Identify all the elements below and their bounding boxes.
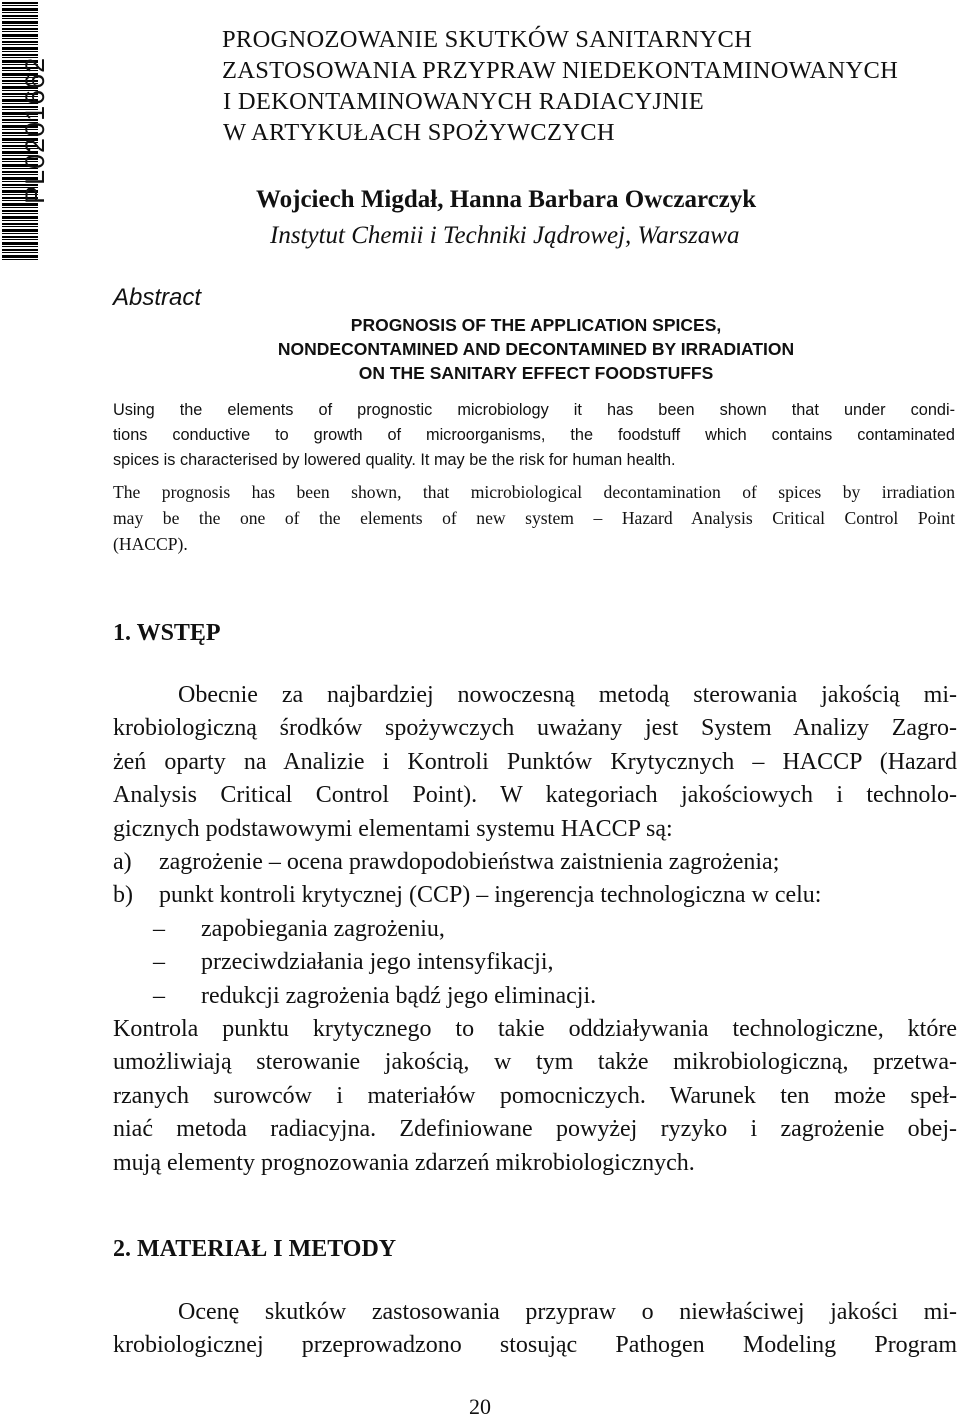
body-line: żeń oparty na Analizie i Kontroli Punktów Krytycznych – HACCP (Hazard <box>113 748 957 775</box>
list-marker: – <box>153 915 165 942</box>
abstract-label: Abstract <box>113 284 202 311</box>
abstract-title <box>180 313 892 385</box>
list-item-text: zagrożenie – ocena prawdopodobieństwa zaistnienia zagrożenia; <box>159 849 780 875</box>
list-marker: – <box>153 949 165 976</box>
list-item-text: przeciwdziałania jego intensyfikacji, <box>201 949 554 976</box>
title-line: W ARTYKUŁACH SPOŻYWCZYCH <box>223 119 615 146</box>
abstract-line: spices is characterised by lowered quality. It may be the risk for human health. <box>113 451 676 469</box>
list-marker: – <box>153 982 165 1009</box>
paper-title <box>222 24 898 148</box>
body-line: krobiologicznej przeprowadzono stosując Pathogen Modeling Program <box>113 1332 957 1359</box>
body-line: Ocenę skutków zastosowania przypraw o niewłaściwej jakości mi- <box>178 1299 957 1325</box>
body-line: Analysis Critical Control Point). W kategoriach jakościowych i technolo- <box>113 782 957 809</box>
body-line: umożliwiają sterowanie jakością, w tym także mikrobiologiczną, przetwa- <box>113 1049 957 1076</box>
page-number: 20 <box>469 1394 491 1419</box>
abstract-line: tions conductive to growth of microorganisms, the foodstuff which contains contaminated <box>113 426 955 444</box>
abstract-line: may be the one of the elements of new system – Hazard Analysis Critical Control Point <box>113 508 955 528</box>
authors: Wojciech Migdał, Hanna Barbara Owczarczyk <box>256 186 757 213</box>
methods-paragraph <box>113 1296 957 1363</box>
list-item-text: zapobiegania zagrożeniu, <box>201 915 445 942</box>
intro-paragraph-2 <box>113 1013 957 1180</box>
abstract-line: (HACCP). <box>113 534 188 554</box>
abstract-paragraph-1 <box>113 398 955 473</box>
list-item <box>113 879 953 912</box>
body-line: rzanych surowców i materiałów pomocniczych. Warunek ten może speł- <box>113 1082 957 1109</box>
list-marker: a) <box>113 849 132 875</box>
intro-paragraph <box>113 679 957 846</box>
list-item-text: redukcji zagrożenia bądź jego eliminacji. <box>201 982 597 1009</box>
sublist-item <box>113 980 953 1013</box>
abstract-paragraph-2 <box>113 479 955 557</box>
body-line: mują elementy prognozowania zdarzeń mikrobiologicznych. <box>113 1149 695 1176</box>
abstract-title-line: PROGNOSIS OF THE APPLICATION SPICES, <box>350 315 722 335</box>
title-line: ZASTOSOWANIA PRZYPRAW NIEDEKONTAMINOWANYCH <box>222 57 899 84</box>
title-line: PROGNOZOWANIE SKUTKÓW SANITARNYCH <box>222 26 753 53</box>
section-heading-methods: 2. MATERIAŁ I METODY <box>113 1236 397 1262</box>
sublist-item <box>113 946 953 979</box>
body-line: Obecnie za najbardziej nowoczesną metodą sterowania jakością mi- <box>178 682 957 708</box>
sublist-item <box>113 913 953 946</box>
body-line: niać metoda radiacyjna. Zdefiniowane powyżej ryzyko i zagrożenie obej- <box>113 1116 957 1143</box>
abstract-title-line: NONDECONTAMINED AND DECONTAMINED BY IRRADIATION <box>277 339 795 359</box>
abstract-title-line: ON THE SANITARY EFFECT FOODSTUFFS <box>358 363 714 383</box>
body-line: gicznych podstawowymi elementami systemu HACCP są: <box>113 815 673 842</box>
list-item-text: punkt kontroli krytycznej (CCP) – ingerencja technologiczna w celu: <box>159 882 822 909</box>
list-item <box>113 846 953 879</box>
affiliation: Instytut Chemii i Techniki Jądrowej, Warszawa <box>270 222 740 249</box>
body-line: krobiologiczną środków spożywczych uważany jest System Analizy Zagro- <box>113 715 957 742</box>
title-line: I DEKONTAMINOWANYCH RADIACYJNIE <box>223 88 704 115</box>
abstract-line: Using the elements of prognostic microbiology it has been shown that under condi- <box>113 401 955 419</box>
section-heading-intro: 1. WSTĘP <box>113 620 221 646</box>
list-marker: b) <box>113 882 133 909</box>
document-id: PL0201662 <box>20 56 50 204</box>
abstract-line: The prognosis has been shown, that microbiological decontamination of spices by irradiation <box>113 482 955 502</box>
haccp-elements-list <box>113 846 953 1013</box>
body-line: Kontrola punktu krytycznego to takie oddziaływania technologiczne, które <box>113 1016 957 1042</box>
